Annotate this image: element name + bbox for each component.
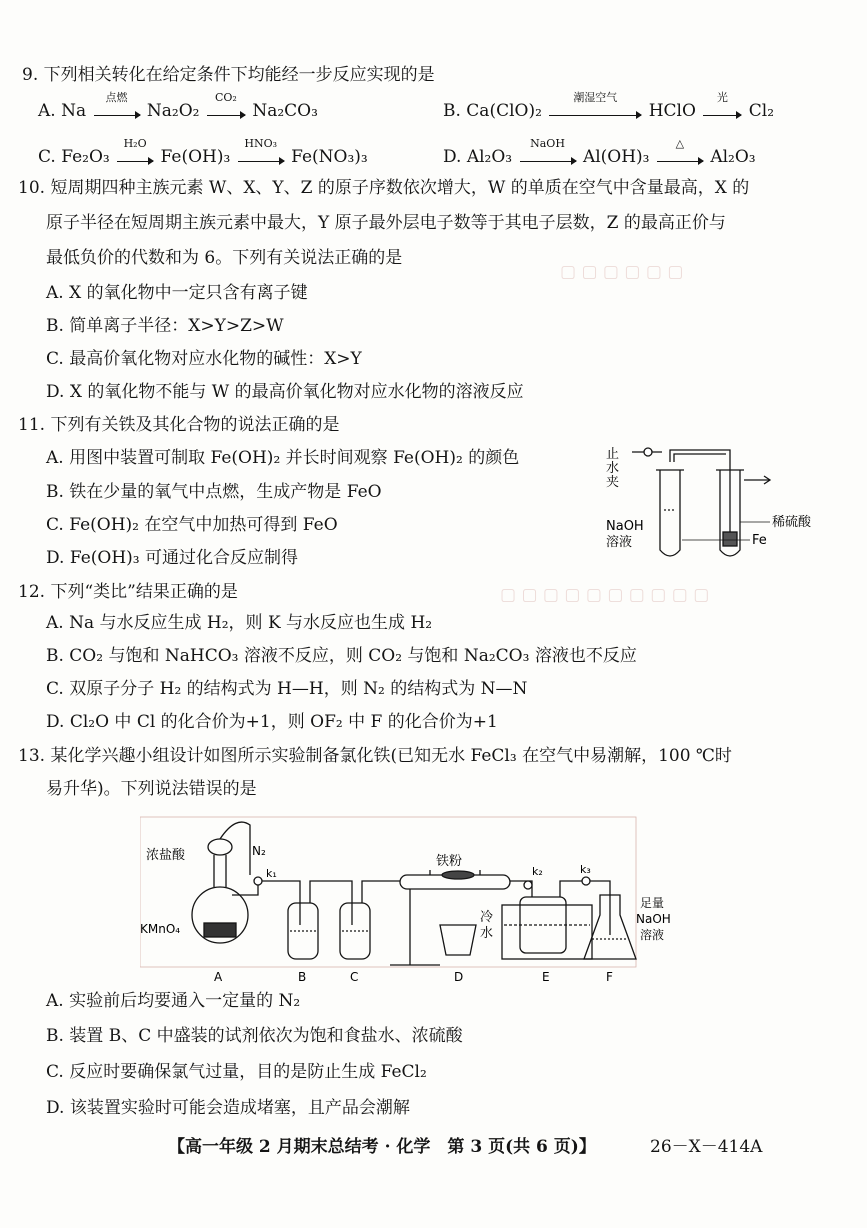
- q13-option-c: C. 反应时要确保氯气过量，目的是防止生成 FeCl₂: [46, 1062, 427, 1082]
- q13-option-d: D. 该装置实验时可能会造成堵塞，且产品会潮解: [46, 1098, 410, 1118]
- q12-option-c: C. 双原子分子 H₂ 的结构式为 H—H，则 N₂ 的结构式为 N—N: [46, 679, 528, 699]
- q11-stem: 11. 下列有关铁及其化合物的说法正确的是: [18, 415, 340, 435]
- q10-stem-line3: 最低负价的代数和为 6。下列有关说法正确的是: [46, 248, 403, 268]
- alcohol-lamp: [440, 925, 476, 955]
- q10-stem-line1: 10. 短周期四种主族元素 W、X、Y、Z 的原子序数依次增大，W 的单质在空气中含量最高，X 的: [18, 178, 750, 198]
- q10-option-c: C. 最高价氧化物对应水化物的碱性：X>Y: [46, 349, 362, 369]
- naoh-label-3: 溶液: [640, 928, 665, 942]
- bleed-through-text: ▢ ▢ ▢ ▢ ▢ ▢: [560, 262, 684, 282]
- q10-stem-line2: 原子半径在短周期主族元素中最大，Y 原子最外层电子数等于其电子层数，Z 的最高正价与: [46, 213, 726, 233]
- q11-option-a: A. 用图中装置可制取 Fe(OH)₂ 并长时间观察 Fe(OH)₂ 的颜色: [46, 448, 520, 468]
- naoh-label-1: 足量: [640, 896, 665, 910]
- q12-stem: 12. 下列“类比”结果正确的是: [18, 582, 238, 602]
- clamp-label-2: 水: [606, 461, 620, 476]
- q13-option-b: B. 装置 B、C 中盛装的试剂依次为饱和食盐水、浓硫酸: [46, 1026, 463, 1046]
- q11-apparatus-figure: [600, 440, 860, 570]
- valve-k1-icon: [254, 877, 262, 885]
- apparatus-label-e: E: [542, 970, 550, 984]
- bleed-through-text: ▢ ▢ ▢ ▢ ▢ ▢ ▢ ▢ ▢ ▢: [500, 585, 710, 605]
- q10-option-b: B. 简单离子半径：X>Y>Z>W: [46, 316, 284, 336]
- q9-option-d: D. Al₂O₃ NaOH Al(OH)₃ △ Al₂O₃: [443, 137, 756, 167]
- q10-option-d: D. X 的氧化物不能与 W 的最高价氧化物对应水化物的溶液反应: [46, 382, 524, 402]
- apparatus-label-a: A: [214, 970, 223, 984]
- q11-option-d: D. Fe(OH)₃ 可通过化合反应制得: [46, 548, 299, 568]
- q12-option-b: B. CO₂ 与饱和 NaHCO₃ 溶液不反应，则 CO₂ 与饱和 Na₂CO₃ 溶液也不反应: [46, 646, 637, 666]
- q13-option-a: A. 实验前后均要通入一定量的 N₂: [46, 991, 301, 1011]
- k3-label: k₃: [580, 863, 591, 876]
- apparatus-label-c: C: [350, 970, 359, 984]
- q10-option-a: A. X 的氧化物中一定只含有离子键: [46, 283, 308, 303]
- q11-option-b: B. 铁在少量的氧气中点燃，生成产物是 FeO: [46, 482, 382, 502]
- left-test-tube: [660, 470, 680, 556]
- n2-label: N₂: [252, 844, 266, 858]
- q11-option-c: C. Fe(OH)₂ 在空气中加热可得到 FeO: [46, 515, 338, 535]
- q13-stem-line2: 易升华)。下列说法错误的是: [46, 779, 257, 799]
- naoh-label-2: 溶液: [606, 535, 633, 550]
- valve-k2-icon: [524, 881, 532, 889]
- apparatus-label-b: B: [298, 970, 307, 984]
- iron-powder-label: 铁粉: [436, 854, 463, 869]
- q9-option-c: C. Fe₂O₃ H₂O Fe(OH)₃ HNO₃ Fe(NO₃)₃: [38, 137, 368, 167]
- cooling-bath-e: [502, 905, 592, 959]
- q13-stem-line1: 13. 某化学兴趣小组设计如图所示实验制备氯化铁(已知无水 FeCl₃ 在空气中易潮解，100 ℃时: [18, 746, 732, 766]
- page-footer: 【高一年级 2 月期末总结考 · 化学 第 3 页(共 6 页)】: [168, 1137, 596, 1157]
- q12-option-a: A. Na 与水反应生成 H₂，则 K 与水反应也生成 H₂: [46, 613, 433, 633]
- naoh-label-2: NaOH: [636, 912, 671, 926]
- valve-k3-icon: [582, 877, 590, 885]
- cold-water-label-1: 冷: [480, 910, 494, 925]
- iron-piece: [723, 532, 737, 546]
- k1-label: k₁: [266, 867, 277, 880]
- q12-option-d: D. Cl₂O 中 Cl 的化合价为+1，则 OF₂ 中 F 的化合价为+1: [46, 712, 498, 732]
- q9-option-a: A. Na 点燃 Na₂O₂ CO₂ Na₂CO₃: [38, 91, 318, 121]
- k2-label: k₂: [532, 865, 543, 878]
- apparatus-label-d: D: [454, 970, 464, 984]
- clamp-label-1: 止: [606, 447, 620, 462]
- fe-label: Fe: [752, 533, 767, 548]
- apparatus-label-f: F: [606, 970, 613, 984]
- exam-code: 26－X－414A: [650, 1137, 763, 1157]
- separatory-funnel: [208, 839, 232, 855]
- naoh-label-1: NaOH: [606, 519, 644, 534]
- kmno4-label: KMnO₄: [140, 922, 181, 936]
- stop-clamp-icon: [644, 448, 652, 456]
- kmno4-solid: [204, 923, 236, 937]
- cold-water-label-2: 水: [480, 926, 494, 941]
- q13-apparatus-figure: [140, 815, 680, 985]
- clamp-label-3: 夹: [606, 475, 620, 490]
- q9-option-b: B. Ca(ClO)₂ 潮湿空气 HClO 光 Cl₂: [443, 91, 775, 121]
- q9-stem: 9. 下列相关转化在给定条件下均能经一步反应实现的是: [22, 65, 435, 85]
- acid-label: 稀硫酸: [772, 515, 812, 530]
- hcl-label: 浓盐酸: [146, 848, 186, 863]
